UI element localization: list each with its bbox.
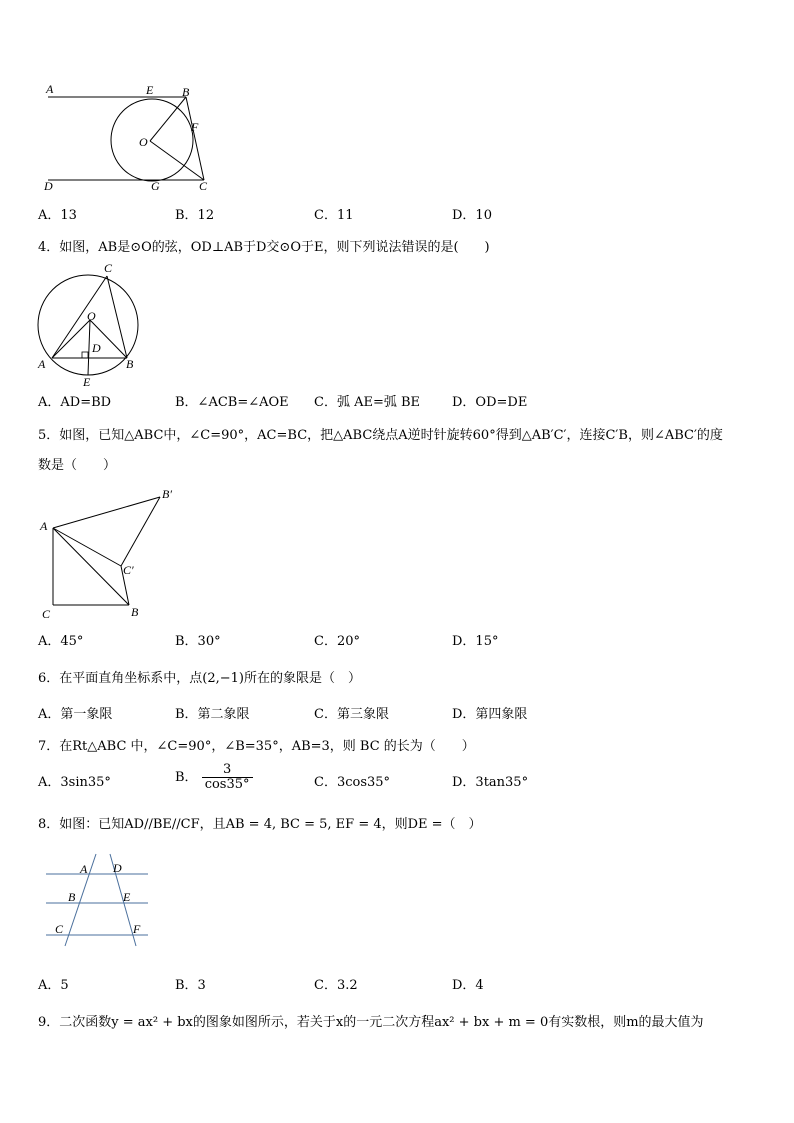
q5-option-d: D．15° xyxy=(452,634,499,649)
label-c: C xyxy=(55,922,64,936)
q5-stem-line1: 5．如图，已知△ABC中，∠C=90°，AC=BC，把△ABC绕点A逆时针旋转60°得到△AB′C′，连接C′B，则∠ABC′的度 xyxy=(38,428,723,443)
label-b: B xyxy=(68,890,76,904)
label-e: E xyxy=(83,375,91,389)
q7-stem: 7．在Rt△ABC 中，∠C=90°，∠B=35°，AB=3，则 BC 的长为（ ） xyxy=(38,739,475,754)
label-c: C xyxy=(199,179,208,193)
q6-option-d: D．第四象限 xyxy=(452,707,528,722)
label-f: F xyxy=(191,120,199,134)
label-d: D xyxy=(44,179,53,193)
q8-option-a: A．5 xyxy=(38,978,69,993)
label-c: C xyxy=(42,607,51,621)
label-o: O xyxy=(139,135,148,149)
label-g: G xyxy=(151,179,160,193)
label-c: C xyxy=(104,261,113,275)
q6-stem: 6．在平面直角坐标系中，点(2,−1)所在的象限是（ ） xyxy=(38,671,361,686)
fraction-denominator: cos35° xyxy=(204,777,250,792)
q5-stem-line2: 数是（ ） xyxy=(38,458,117,473)
q3-option-c: C．11 xyxy=(314,208,354,223)
q3-option-d: D．10 xyxy=(452,208,492,223)
q5-option-b: B．30° xyxy=(175,634,221,649)
q6-option-b: B．第二象限 xyxy=(175,707,250,722)
q3-option-b: B．12 xyxy=(175,208,215,223)
q7-option-b-fraction xyxy=(202,763,253,792)
q7-option-b-prefix: B． xyxy=(175,770,198,785)
label-b: B xyxy=(182,85,190,99)
figure-q8 xyxy=(38,848,158,952)
q9-stem: 9．二次函数y = ax² + bx的图象如图所示，若关于x的一元二次方程ax² + bx + m = 0有实数根，则m的最大值为 xyxy=(38,1015,704,1030)
label-f: F xyxy=(133,922,141,936)
q4-option-b: B．∠ACB=∠AOE xyxy=(175,395,289,410)
q5-option-a: A．45° xyxy=(38,634,84,649)
label-e: E xyxy=(146,83,154,97)
figure-q3 xyxy=(36,80,226,199)
label-b-prime: B′ xyxy=(162,487,172,501)
q8-option-c: C．3.2 xyxy=(314,978,358,993)
q6-option-a: A．第一象限 xyxy=(38,707,113,722)
label-d: D xyxy=(92,341,101,355)
label-c-prime: C′ xyxy=(123,563,134,577)
q3-option-a: A．13 xyxy=(38,208,77,223)
label-b: B xyxy=(126,357,134,371)
q7-option-d: D．3tan35° xyxy=(452,775,529,790)
q7-option-c: C．3cos35° xyxy=(314,775,391,790)
label-a: A xyxy=(40,519,48,533)
q4-option-c: C．弧 AE=弧 BE xyxy=(314,395,421,410)
q4-stem: 4．如图，AB是⊙O的弦，OD⊥AB于D交⊙O于E，则下列说法错误的是( ) xyxy=(38,240,490,255)
q8-stem: 8．如图：已知AD//BE//CF，且AB = 4, BC = 5, EF = 4，则DE =（ ） xyxy=(38,817,482,832)
q4-option-d: D．OD=DE xyxy=(452,395,528,410)
label-d: D xyxy=(113,861,122,875)
label-e: E xyxy=(123,890,131,904)
q8-option-d: D．4 xyxy=(452,978,484,993)
label-b: B xyxy=(131,605,139,619)
q7-option-b xyxy=(175,763,253,792)
fraction-numerator: 3 xyxy=(202,763,253,778)
q6-option-c: C．第三象限 xyxy=(314,707,389,722)
figure-q5 xyxy=(36,484,186,628)
q4-option-a: A．AD=BD xyxy=(38,395,112,410)
label-o: O xyxy=(87,309,96,323)
label-a: A xyxy=(46,82,54,96)
q8-option-b: B．3 xyxy=(175,978,206,993)
label-a: A xyxy=(80,862,88,876)
figure-q4 xyxy=(34,258,144,397)
q5-option-c: C．20° xyxy=(314,634,360,649)
q7-option-a: A．3sin35° xyxy=(38,775,111,790)
label-a: A xyxy=(38,357,46,371)
